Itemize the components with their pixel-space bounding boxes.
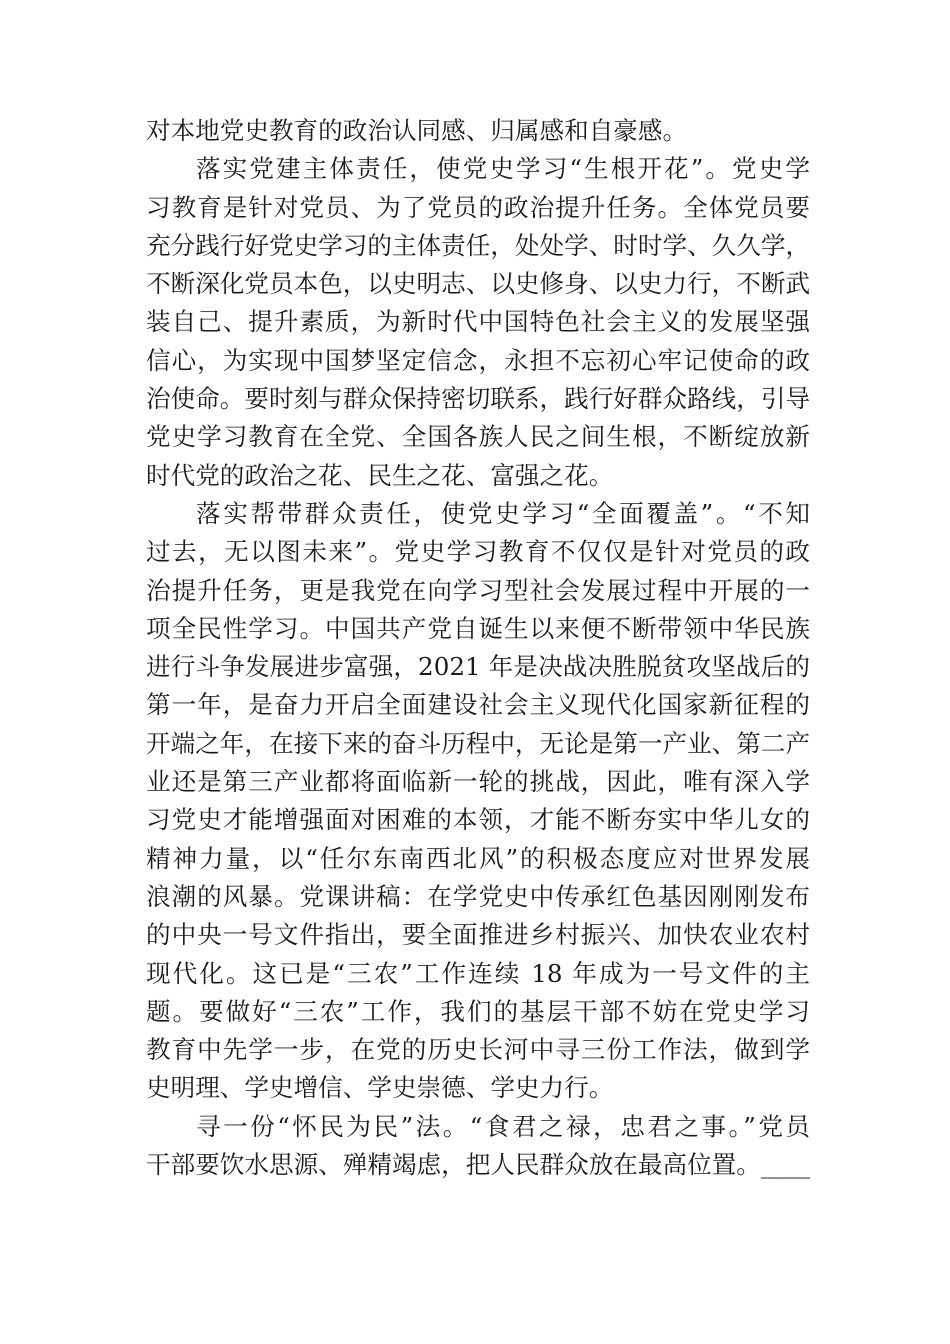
text-line: 对本地党史教育的政治认同感、归属感和自豪感。	[146, 116, 688, 145]
text-line: 习党史才能增强面对困难的本领，才能不断夯实中华儿女的	[146, 805, 810, 835]
text-line: 进行斗争发展进步富强，2021 年是决战决胜脱贫攻坚战后的	[146, 652, 810, 682]
text-line: 治使命。要时刻与群众保持密切联系，践行好群众路线，引导	[146, 384, 811, 414]
text-line: 习教育是针对党员、为了党员的政治提升任务。全体党员要	[146, 192, 810, 222]
text-line: 业还是第三产业都将面临新一轮的挑战，因此，唯有深入学	[146, 767, 810, 797]
text-line: 时代党的政治之花、民生之花、富强之花。	[146, 460, 614, 490]
text-line: 现代化。这已是“三农”工作连续 18 年成为一号文件的主	[146, 958, 810, 988]
text-line: 教育中先学一步，在党的历史长河中寻三份工作法，做到学	[146, 1035, 810, 1065]
text-line: 装自己、提升素质，为新时代中国特色社会主义的发展坚强	[146, 307, 810, 337]
text-line: 充分践行好党史学习的主体责任，处处学、时时学、久久学，	[146, 230, 811, 260]
text-line: 题。要做好“三农”工作，我们的基层干部不妨在党史学习	[146, 996, 810, 1026]
text-line: 落实帮带群众责任，使党史学习“全面覆盖”。“不知	[196, 498, 810, 528]
text-line: 党史学习教育在全党、全国各族人民之间生根，不断绽放新	[146, 422, 810, 452]
text-line: 开端之年，在接下来的奋斗历程中，无论是第一产业、第二产	[146, 728, 811, 758]
text-line: 过去，无以图未来”。党史学习教育不仅仅是针对党员的政	[146, 537, 810, 567]
text-line: 项全民性学习。中国共产党自诞生以来便不断带领中华民族	[146, 613, 810, 643]
text-line: 落实党建主体责任，使党史学习“生根开花”。党史学	[196, 154, 810, 184]
text-line: 干部要饮水思源、殚精竭虑，把人民群众放在最高位置。____	[146, 1150, 811, 1180]
text-line: 的中央一号文件指出，要全面推进乡村振兴、加快农业农村	[146, 920, 810, 950]
text-line: 第一年，是奋力开启全面建设社会主义现代化国家新征程的	[146, 690, 810, 720]
text-line: 治提升任务，更是我党在向学习型社会发展过程中开展的一	[146, 575, 810, 605]
text-line: 精神力量，以“任尔东南西北风”的积极态度应对世界发展	[146, 843, 810, 873]
text-line: 不断深化党员本色，以史明志、以史修身、以史力行，不断武	[146, 269, 811, 299]
text-line: 浪潮的风暴。党课讲稿：在学党史中传承红色基因刚刚发布	[146, 881, 810, 911]
text-line: 寻一份“怀民为民”法。“食君之禄，忠君之事。”党员	[196, 1111, 810, 1141]
text-line: 史明理、学史增信、学史崇德、学史力行。	[146, 1073, 614, 1103]
document-body	[146, 112, 810, 1184]
text-line: 信心，为实现中国梦坚定信念，永担不忘初心牢记使命的政	[146, 345, 810, 375]
